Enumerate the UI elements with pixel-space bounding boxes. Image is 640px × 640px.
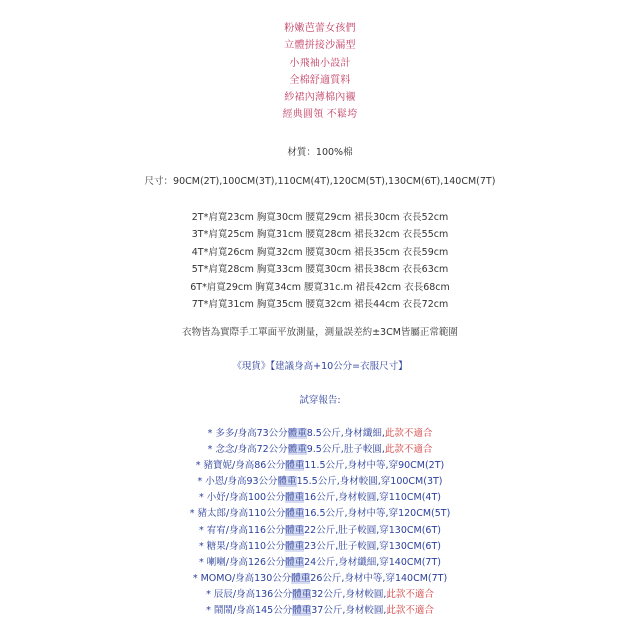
child-weight: 16.5公斤, — [304, 508, 348, 520]
fit-result: 穿130CM(6T) — [379, 540, 441, 552]
child-fit: 身材纖細, — [338, 556, 380, 568]
size-list: 尺寸：90CM(2T),100CM(3T),110CM(4T),120CM(5T),130CM(6T),140CM(7T) — [144, 176, 496, 187]
fitting-report-list — [0, 426, 640, 619]
measurement-row: 7T*肩寬31cm 胸寬35cm 腰寬32cm 裙長44cm 衣長72cm — [191, 298, 449, 310]
fitting-report-item — [0, 506, 640, 522]
measurement-row: 6T*肩寬29cm 胸寬34cm 腰寬31c.m 裙長42cm 衣長68cm — [190, 281, 450, 293]
child-name: * 小妤 — [198, 492, 226, 504]
fit-result: 穿120CM(5T) — [388, 508, 451, 520]
child-name: * 鬧鬧 — [206, 605, 233, 617]
fitting-report-item — [0, 571, 640, 587]
headline-line: 全棉舒適質料 — [289, 74, 351, 86]
child-fit: 身材中等, — [347, 460, 389, 472]
weight-label: 體重 — [277, 476, 297, 488]
weight-label: 體重 — [285, 508, 305, 520]
fitting-report-item — [0, 587, 640, 603]
child-fit: 身材纖細, — [343, 428, 385, 439]
measurement-row: 2T*肩寬23cm 胸寬30cm 腰寬29cm 裙長30cm 衣長52cm — [191, 212, 449, 223]
child-height: /身高72公分 — [234, 444, 288, 456]
child-height: /身高126公分 — [225, 556, 286, 568]
child-name: * 小恩 — [197, 476, 225, 488]
fit-result: 此款不適合 — [386, 588, 434, 600]
weight-label: 體重 — [285, 460, 305, 472]
stock-suggestion: 《現貨》【建議身高+10公分=衣服尺寸】 — [232, 361, 408, 372]
child-weight: 32公斤, — [311, 588, 346, 600]
fit-result: 此款不適合 — [384, 444, 433, 456]
child-name: * 宥宥 — [198, 524, 226, 536]
child-fit: 肚子較圓, — [338, 524, 380, 536]
child-name: * 多多 — [207, 428, 235, 439]
weight-label: 體重 — [285, 540, 305, 552]
child-fit: 身材較圓, — [345, 605, 387, 617]
child-fit: 身材較圓, — [345, 588, 387, 600]
child-height: /身高116公分 — [225, 524, 286, 536]
child-weight: 22公斤, — [304, 524, 339, 536]
measurement-row: 4T*肩寬26cm 胸寬32cm 腰寬30cm 裙長35cm 衣長59cm — [191, 246, 449, 258]
child-fit: 肚子較圓, — [338, 540, 380, 552]
weight-label: 體重 — [292, 605, 312, 617]
child-name: * 豬太郎 — [189, 508, 226, 520]
child-weight: 16公斤, — [304, 492, 339, 504]
headline-features — [0, 20, 640, 124]
child-height: /身高93公分 — [224, 476, 278, 488]
fit-result: 穿140CM(7T) — [385, 572, 448, 584]
fitting-report-item — [0, 555, 640, 571]
headline-line: 小飛袖小設計 — [289, 57, 351, 69]
headline-line: 立體拼接沙漏型 — [284, 40, 356, 52]
fit-result: 穿140CM(7T) — [379, 556, 441, 568]
child-height: /身高136公分 — [232, 588, 293, 600]
fitting-report-item — [0, 523, 640, 539]
child-height: /身高73公分 — [234, 428, 288, 439]
child-height: /身高110公分 — [225, 540, 286, 552]
child-fit: 身材中等, — [344, 572, 386, 584]
weight-label: 體重 — [287, 444, 307, 456]
fitting-report-item — [0, 539, 640, 555]
fitting-report-item — [0, 490, 640, 506]
fit-result: 穿90CM(2T) — [388, 460, 445, 472]
child-weight: 8.5公斤, — [306, 428, 344, 439]
child-height: /身高100公分 — [225, 492, 286, 504]
child-height: /身高130公分 — [231, 572, 292, 584]
weight-label: 體重 — [292, 588, 312, 600]
child-name: * 豬寶妮 — [195, 460, 233, 472]
fitting-report-item — [0, 426, 640, 442]
child-name: * MOMO — [192, 572, 232, 584]
child-fit: 身材中等, — [347, 508, 389, 520]
measurement-note: 衣物皆為實際手工單面平放測量，測量誤差約±3CM皆屬正常範圍 — [182, 327, 458, 338]
child-height: /身高86公分 — [232, 460, 286, 472]
child-weight: 15.5公斤, — [296, 476, 340, 488]
fitting-report-title: 試穿報告: — [299, 395, 341, 406]
fitting-report-item — [0, 442, 640, 458]
fitting-report-item — [0, 603, 640, 619]
headline-line: 粉嫩芭蕾女孩們 — [284, 23, 356, 34]
weight-label: 體重 — [287, 428, 307, 439]
fit-result: 穿100CM(3T) — [380, 476, 443, 488]
fit-result: 此款不適合 — [386, 605, 434, 617]
fit-result: 此款不適合 — [384, 428, 433, 439]
measurement-row: 5T*肩寬28cm 胸寬33cm 腰寬30cm 裙長38cm 衣長63cm — [191, 264, 449, 276]
weight-label: 體重 — [285, 492, 305, 504]
child-name: * 喇喇 — [198, 556, 226, 568]
fit-result: 穿130CM(6T) — [379, 524, 441, 536]
child-fit: 身材較圓, — [338, 492, 380, 504]
child-name: * 糖果 — [198, 540, 226, 552]
child-fit: 身材較圓, — [339, 476, 381, 488]
weight-label: 體重 — [285, 556, 305, 568]
weight-label: 體重 — [291, 572, 311, 584]
child-name: * 辰辰 — [206, 588, 233, 600]
material-info: 材質：100%棉 — [287, 147, 353, 158]
child-weight: 37公斤, — [311, 605, 346, 617]
fitting-report-item — [0, 474, 640, 490]
measurement-table — [0, 209, 640, 313]
child-fit: 肚子較圓, — [343, 444, 385, 456]
child-weight: 23公斤, — [304, 540, 339, 552]
fit-result: 穿110CM(4T) — [379, 492, 441, 504]
child-weight: 26公斤, — [310, 572, 345, 584]
child-height: /身高145公分 — [232, 605, 293, 617]
headline-line: 紗裙內薄棉內襯 — [284, 92, 356, 104]
child-weight: 24公斤, — [304, 556, 339, 568]
child-weight: 11.5公斤, — [304, 460, 348, 472]
child-height: /身高110公分 — [225, 508, 286, 520]
fitting-report-item — [0, 458, 640, 474]
weight-label: 體重 — [285, 524, 305, 536]
measurement-row: 3T*肩寬25cm 胸寬31cm 腰寬28cm 裙長32cm 衣長55cm — [191, 229, 449, 241]
child-name: * 念念 — [207, 444, 235, 456]
headline-line: 經典圓領 不鬆垮 — [282, 109, 358, 121]
child-weight: 9.5公斤, — [306, 444, 344, 456]
